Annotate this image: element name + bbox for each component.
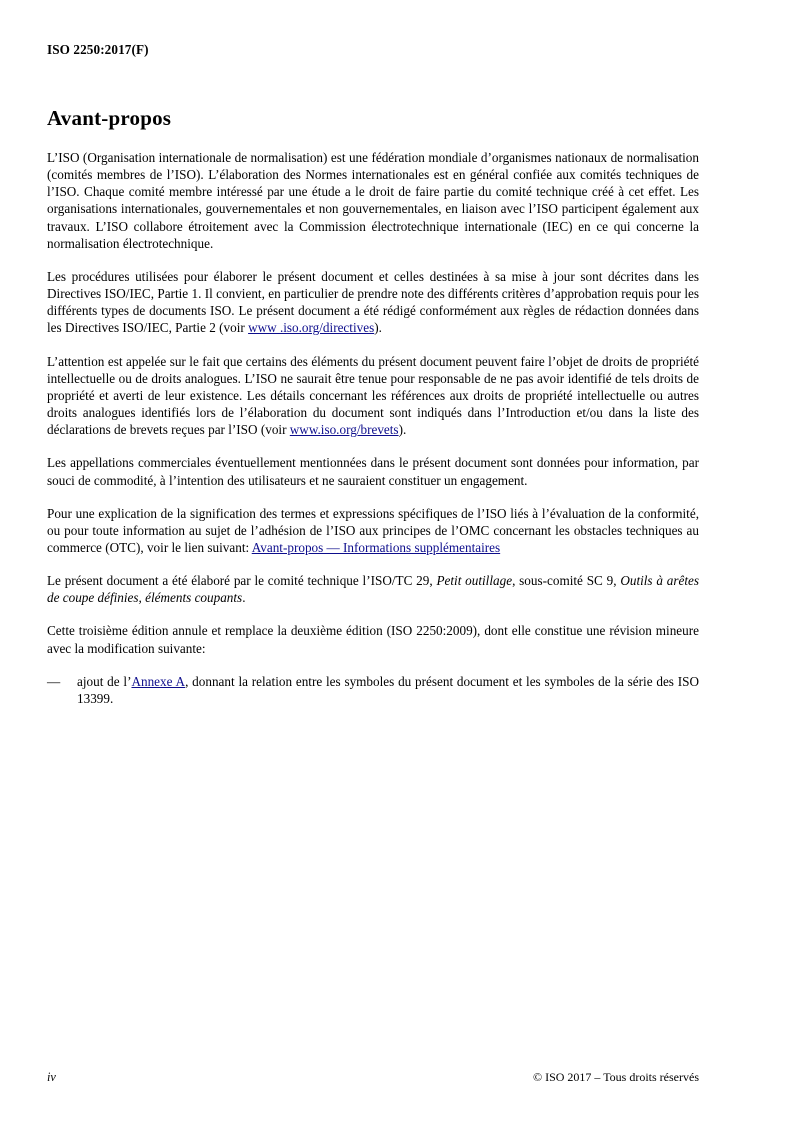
link-annexe-a[interactable]: Annexe A: [131, 673, 186, 689]
page-footer: [47, 1070, 699, 1085]
paragraph-iso-description: [47, 149, 699, 252]
page-content: [47, 42, 699, 723]
paragraph-committee: [47, 572, 699, 606]
list-text-head: ajout de l’: [77, 673, 132, 689]
paragraph-text-tail: ).: [374, 320, 382, 336]
committee-name-italic: Petit outillage: [436, 573, 513, 589]
list-item-text: [77, 673, 699, 707]
paragraph-text: Cette troisième édition annule et remplace la deuxième édition (ISO 2250:2009), dont elle constitue une révision mineure avec la modification suivante:: [47, 623, 699, 656]
document-identifier: ISO 2250:2017(F): [47, 42, 149, 57]
paragraph-text: L’ISO (Organisation internationale de normalisation) est une fédération mondiale d’organismes nationaux de normalisation (comités membres de l’ISO). L’élaboration des Normes internationales est en général confiée aux comités techniques de l’ISO. Chaque comité membre intéressé par une étude a le droit de faire partie du comité technique créé à cet effet. Les organisations internationales, gouvernementales et non gouvernementales, en liaison avec l’ISO participent également aux travaux. L’ISO collabore étroitement avec la Commission électrotechnique internationale (IEC) en ce qui concerne la normalisation électrotechnique.: [47, 150, 699, 251]
paragraph-text: Le présent document a été élaboré par le comité technique l’ISO/TC 29,: [47, 573, 437, 589]
list-dash: —: [47, 673, 61, 689]
paragraph-procedures: [47, 268, 699, 337]
copyright-notice: © ISO 2017 – Tous droits réservés: [532, 1070, 699, 1084]
link-iso-directives[interactable]: www .iso.org/directives: [248, 320, 375, 336]
paragraph-text: L’attention est appelée sur le fait que certains des éléments du présent document peuvent faire l’objet de droits de propriété intellectuelle ou de droits analogues. L’ISO ne saurait être tenue pour responsable de ne pas avoir identifié de tels droits de propriété et averti de leur existence. Les détails concernant les références aux droits de propriété intellectuelle ou autres droits analogues identifiés lors de l’élaboration du document sont indiqués dans l’Introduction et/ou dans la liste des déclarations de brevets reçues par l’ISO (voir: [47, 353, 699, 438]
paragraph-edition-note: [47, 622, 699, 656]
page-number: iv: [47, 1070, 56, 1084]
list-text-tail: , donnant la relation entre les symboles du présent document et les symboles de la série des ISO 13399.: [77, 673, 699, 706]
paragraph-text-mid: , sous-comité SC 9,: [512, 573, 621, 589]
page-title: Avant-propos: [47, 106, 172, 130]
paragraph-text-tail: ).: [398, 422, 407, 438]
paragraph-text: Pour une explication de la signification des termes et expressions spécifiques de l’ISO liés à l’évaluation de la conformité, ou pour toute information au sujet de l’adhésion de l’ISO aux principes de l’OMC concernant les obstacles techniques au commerce (OTC), voir le lien suivant:: [47, 505, 699, 555]
paragraph-text: Les appellations commerciales éventuellement mentionnées dans le présent document sont données pour information, par souci de commodité, à l’intention des utilisateurs et ne sauraient constituer un engagement.: [47, 455, 699, 488]
paragraph-patent-rights: [47, 353, 699, 439]
paragraph-trade-names: [47, 454, 699, 488]
link-avant-propos-informations[interactable]: Avant-propos — Informations supplémentaires: [251, 539, 501, 555]
paragraph-text: Les procédures utilisées pour élaborer le présent document et celles destinées à sa mise à jour sont décrites dans les Directives ISO/IEC, Partie 1. Il convient, en particulier de prendre note des différents critères d’approbation requis pour les différents types de documents ISO. Le présent document a été rédigé conformément aux règles de rédaction données dans les Directives ISO/IEC, Partie 2 (voir: [47, 268, 699, 336]
subcommittee-name-italic: Outils à arêtes de coupe définies, éléments coupants: [47, 573, 699, 606]
list-item: [47, 673, 699, 707]
paragraph-text-tail: .: [242, 590, 246, 606]
paragraph-wto-tbt: [47, 505, 699, 556]
link-iso-brevets[interactable]: www.iso.org/brevets: [289, 422, 399, 438]
